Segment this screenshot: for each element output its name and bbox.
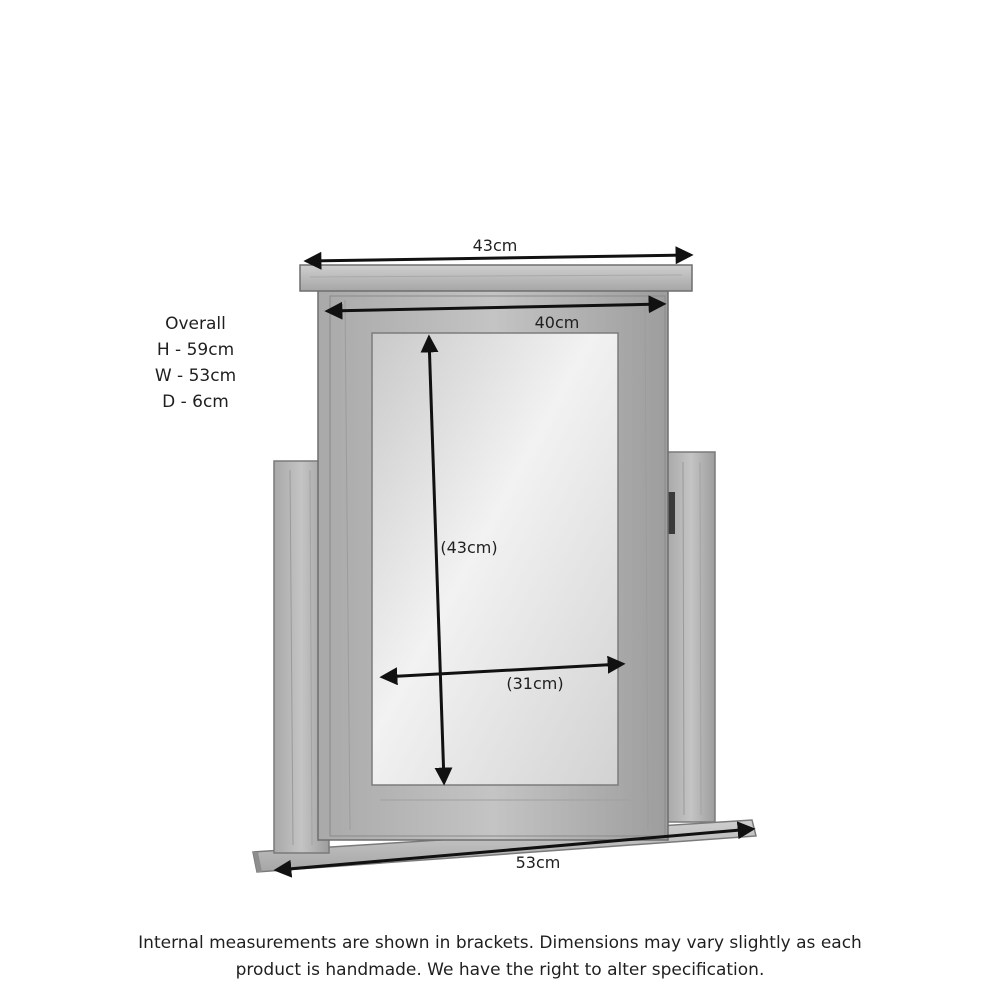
top-cap — [300, 265, 692, 291]
mirror-glass — [372, 333, 618, 785]
base-width-label: 53cm — [515, 853, 561, 872]
overall-height: H - 59cm — [156, 340, 235, 360]
overall-width: W - 53cm — [154, 366, 237, 386]
mirror-height-label: (43cm) — [440, 538, 498, 557]
measurement-note — [40, 930, 960, 984]
top-width-arrow — [307, 255, 690, 261]
top-width-label: 43cm — [472, 236, 518, 255]
overall-depth: D - 6cm — [162, 392, 229, 412]
overall-heading: Overall — [165, 314, 226, 334]
mirror-width-label: (31cm) — [506, 674, 564, 693]
overall-dimensions — [118, 311, 273, 415]
frame-width-label: 40cm — [534, 313, 580, 332]
note-line-1: Internal measurements are shown in brackets. Dimensions may vary slightly as each — [138, 933, 862, 953]
note-line-2: product is handmade. We have the right to alter specification. — [235, 960, 765, 980]
